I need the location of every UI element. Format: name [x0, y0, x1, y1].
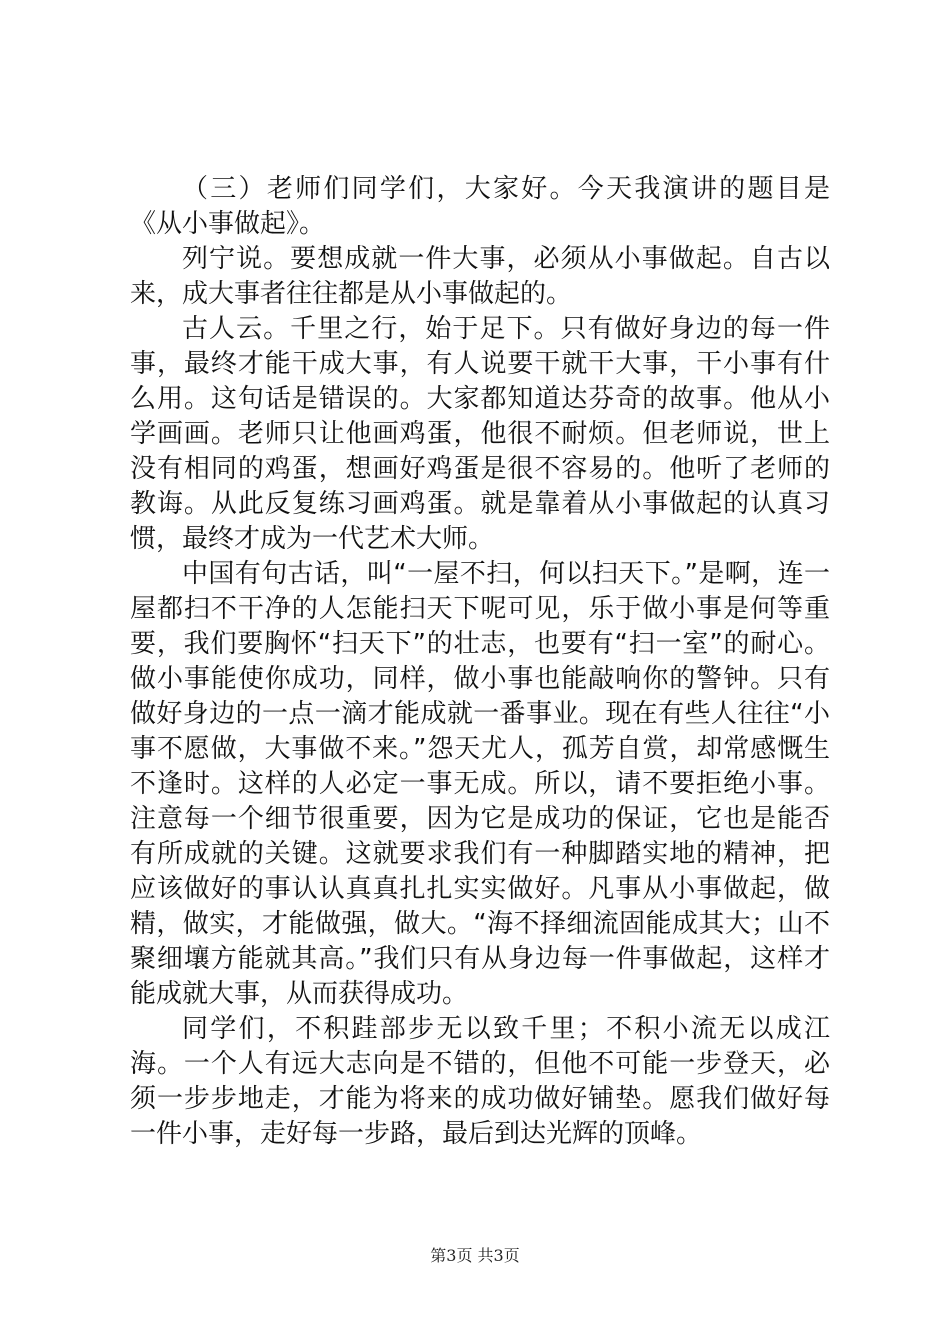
paragraph-2: 列宁说。要想成就一件大事，必须从小事做起。自古以来，成大事者往往都是从小事做起的。: [130, 244, 830, 309]
page-number-footer: 第3页 共3页: [430, 1246, 520, 1265]
paragraph-4: 中国有句古话，叫“一屋不扫，何以扫天下。”是啊，连一屋都扫不干净的人怎能扫天下呢可见，乐于做小事是何等重要，我们要胸怀“扫天下”的壮志，也要有“扫一室”的耐心。做小事能使你成功，同样，做小事也能敲响你的警钟。只有做好身边的一点一滴才能成就一番事业。现在有些人往往“小事不愿做，大事做不来。”怨天尤人，孤芳自赏，却常感慨生不逢时。这样的人必定一事无成。所以，请不要拒绝小事。注意每一个细节很重要，因为它是成功的保证，它也是能否有所成就的关键。这就要求我们有一种脚踏实地的精神，把应该做好的事认认真真扎扎实实做好。凡事从小事做起，做精，做实，才能做强，做大。“海不择细流固能成其大；山不聚细壤方能就其高。”我们只有从身边每一件事做起，这样才能成就大事，从而获得成功。: [130, 559, 830, 1009]
paragraph-1: （三）老师们同学们，大家好。今天我演讲的题目是《从小事做起》。: [130, 174, 830, 239]
document-body: [130, 172, 830, 1152]
paragraph-5: 同学们，不积跬部步无以致千里；不积小流无以成江海。一个人有远大志向是不错的，但他不可能一步登天，必须一步步地走，才能为将来的成功做好铺垫。愿我们做好每一件小事，走好每一步路，最后到达光辉的顶峰。: [130, 1014, 830, 1149]
paragraph-3: 古人云。千里之行，始于足下。只有做好身边的每一件事，最终才能干成大事，有人说要干就干大事，干小事有什么用。这句话是错误的。大家都知道达芬奇的故事。他从小学画画。老师只让他画鸡蛋，他很不耐烦。但老师说，世上没有相同的鸡蛋，想画好鸡蛋是很不容易的。他听了老师的教诲。从此反复练习画鸡蛋。就是靠着从小事做起的认真习惯，最终才成为一代艺术大师。: [130, 314, 830, 554]
